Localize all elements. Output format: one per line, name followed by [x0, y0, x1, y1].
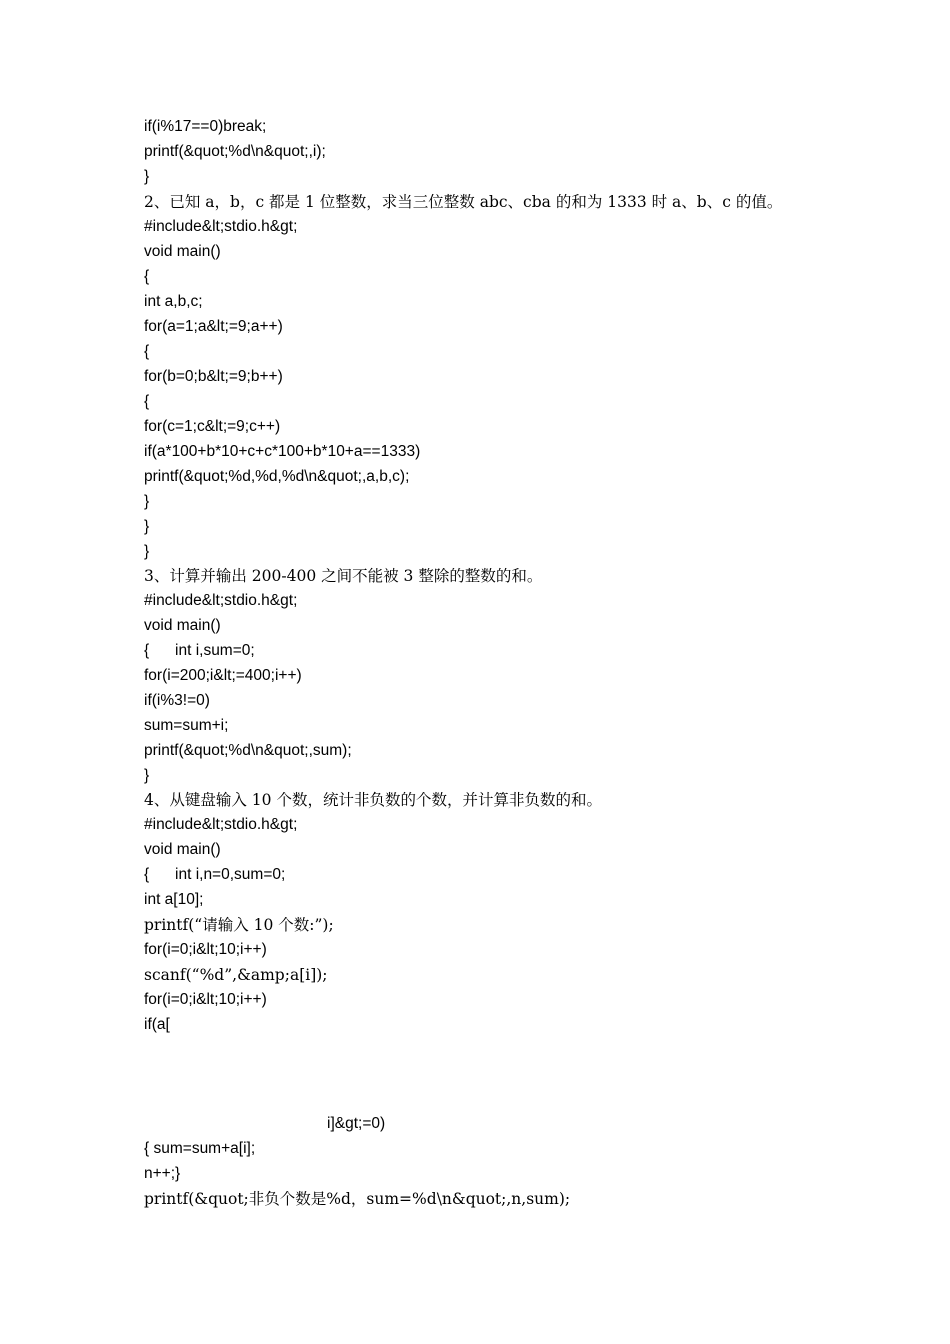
document-line: if(a*100+b*10+c+c*100+b*10+a==1333) — [144, 443, 421, 460]
document-line: int a,b,c; — [144, 293, 203, 310]
document-line: if(i%17==0)break; — [144, 118, 267, 135]
document-line: { — [144, 268, 150, 285]
document-line: for(c=1;c&lt;=9;c++) — [144, 418, 281, 435]
document-line: { int i,sum=0; — [144, 642, 255, 659]
document-line: printf(&quot;%d,%d,%d\n&quot;,a,b,c); — [144, 468, 410, 485]
document-line: if(a[ — [144, 1016, 170, 1033]
document-line: void main() — [144, 841, 221, 858]
document-line: { sum=sum+a[i]; — [144, 1140, 256, 1157]
document-line: for(b=0;b&lt;=9;b++) — [144, 368, 283, 385]
document-line: printf(&quot;%d\n&quot;,i); — [144, 143, 326, 160]
document-line: scanf(“%d”,&amp;a[i]); — [144, 966, 328, 984]
document-line: { — [144, 393, 150, 410]
document-line: i]&gt;=0) — [327, 1115, 386, 1132]
document-line: #include&lt;stdio.h&gt; — [144, 816, 298, 833]
document-line: printf(“请输入 10 个数:”); — [144, 916, 334, 934]
document-line: for(i=200;i&lt;=400;i++) — [144, 667, 302, 684]
document-line: #include&lt;stdio.h&gt; — [144, 592, 298, 609]
document-line: void main() — [144, 617, 221, 634]
document-line: 2、已知 a，b，c 都是 1 位整数，求当三位整数 abc、cba 的和为 1333 时 a、b、c 的值。 — [144, 193, 783, 211]
document-line: void main() — [144, 243, 221, 260]
document-line: { — [144, 343, 150, 360]
document-line: n++;} — [144, 1165, 181, 1182]
document-line: for(a=1;a&lt;=9;a++) — [144, 318, 283, 335]
document-line: } — [144, 767, 150, 784]
document-line: int a[10]; — [144, 891, 204, 908]
document-line: #include&lt;stdio.h&gt; — [144, 218, 298, 235]
document-line: for(i=0;i&lt;10;i++) — [144, 941, 267, 958]
document-line: } — [144, 518, 150, 535]
document-line: printf(&quot;非负个数是%d，sum=%d\n&quot;,n,sum); — [144, 1190, 571, 1208]
document-line: { int i,n=0,sum=0; — [144, 866, 286, 883]
document-line: } — [144, 168, 150, 185]
document-line: 4、从键盘输入 10 个数，统计非负数的个数，并计算非负数的和。 — [144, 791, 602, 809]
document-line: printf(&quot;%d\n&quot;,sum); — [144, 742, 352, 759]
document-line: 3、计算并输出 200-400 之间不能被 3 整除的整数的和。 — [144, 567, 543, 585]
document-line: if(i%3!=0) — [144, 692, 210, 709]
document-line: sum=sum+i; — [144, 717, 229, 734]
document-line: } — [144, 543, 150, 560]
document-line: for(i=0;i&lt;10;i++) — [144, 991, 267, 1008]
document-line: } — [144, 493, 150, 510]
